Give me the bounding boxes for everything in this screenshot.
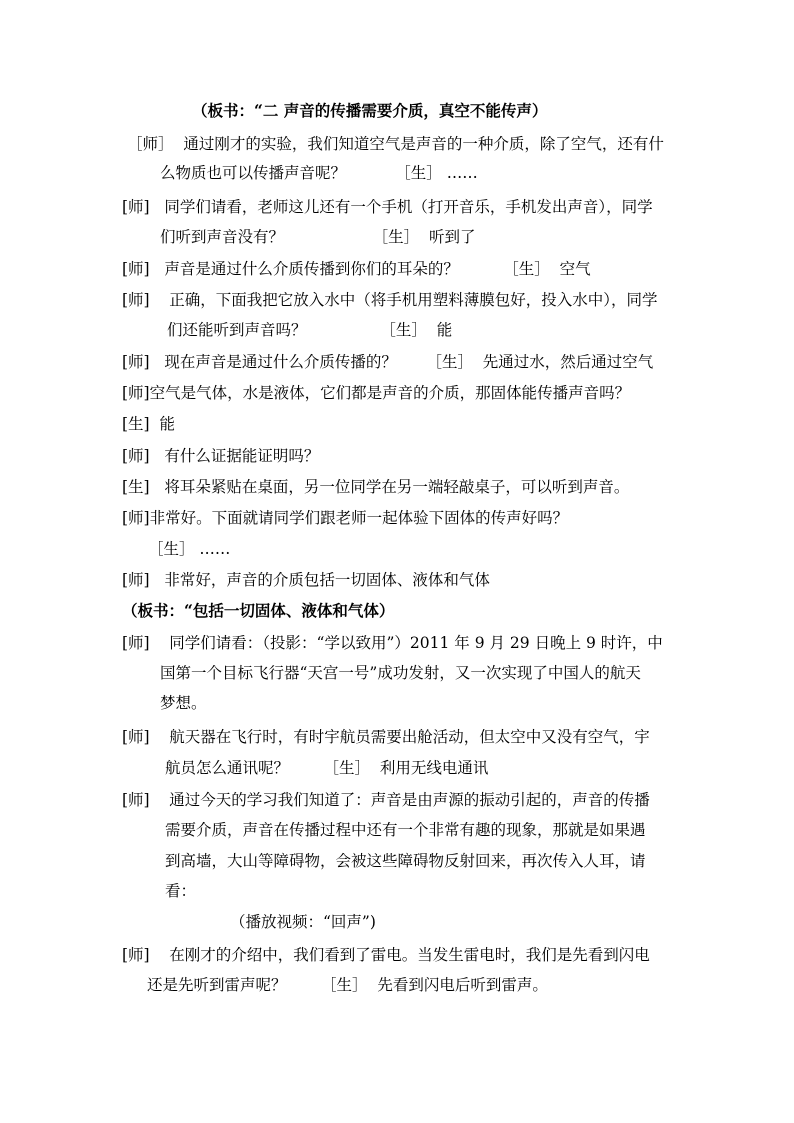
text-line: 看： bbox=[165, 882, 197, 900]
board-heading-2: （板书：“包括一切固体、液体和气体） bbox=[122, 601, 395, 620]
text-line: 梦想。 bbox=[160, 694, 207, 712]
text-line: [师] 同学们请看：（投影：“学以致用”）2011 年 9 月 29 日晚上 9 时许，中 bbox=[122, 634, 663, 652]
text-line: ［师］ 通过刚才的实验，我们知道空气是声音的一种介质，除了空气，还有什 bbox=[127, 135, 664, 153]
text-line: [师]空气是气体，水是液体，它们都是声音的介质，那固体能传播声音吗？ bbox=[122, 384, 631, 402]
text-line: ［生］ …… bbox=[148, 540, 231, 558]
text-line: [师] 在刚才的介绍中，我们看到了雷电。当发生雷电时，我们是先看到闪电 bbox=[122, 946, 650, 964]
text-line: 航员怎么通讯呢？ ［生］ 利用无线电通讯 bbox=[165, 759, 489, 777]
text-line: 国第一个目标飞行器“天宫一号”成功发射，又一次实现了中国人的航天 bbox=[160, 664, 641, 682]
text-line: [师] 声音是通过什么介质传播到你们的耳朵的？ ［生］ 空气 bbox=[122, 260, 591, 278]
text-line: [师]非常好。下面就请同学们跟老师一起体验下固体的传声好吗？ bbox=[122, 509, 569, 527]
text-line: [师] 通过今天的学习我们知道了：声音是由声源的振动引起的，声音的传播 bbox=[122, 791, 650, 809]
text-line: [师] 有什么证据能证明吗？ bbox=[122, 447, 320, 465]
text-line: [师] 正确，下面我把它放入水中（将手机用塑料薄膜包好，投入水中），同学 bbox=[122, 291, 658, 309]
text-line: [师] 现在声音是通过什么介质传播的？ ［生］ 先通过水，然后通过空气 bbox=[122, 353, 654, 371]
text-line: 们还能听到声音吗？ ［生］ 能 bbox=[167, 321, 453, 339]
text-line: [生] 将耳朵紧贴在桌面，另一位同学在另一端轻敲桌子，可以听到声音。 bbox=[122, 478, 630, 496]
text-line: 还是先听到雷声呢？ ［生］ 先看到闪电后听到雷声。 bbox=[147, 976, 548, 994]
text-line: 们听到声音没有？ ［生］ 听到了 bbox=[160, 228, 476, 246]
text-line: [师] 非常好，声音的介质包括一切固体、液体和气体 bbox=[122, 571, 490, 589]
video-note: （播放视频：“回声”) bbox=[230, 913, 376, 931]
text-line: [生] 能 bbox=[122, 415, 175, 433]
text-line: 需要介质，声音在传播过程中还有一个非常有趣的现象，那就是如果遇 bbox=[165, 821, 646, 839]
board-heading-1: （板书：“二 声音的传播需要介质，真空不能传声） bbox=[192, 101, 548, 120]
text-line: [师] 同学们请看，老师这儿还有一个手机（打开音乐，手机发出声音），同学 bbox=[122, 198, 653, 216]
text-line: 么物质也可以传播声音呢？ ［生］ …… bbox=[160, 164, 478, 182]
text-line: 到高墙，大山等障碍物，会被这些障碍物反射回来，再次传入人耳，请 bbox=[165, 852, 646, 870]
text-line: [师] 航天器在飞行时，有时宇航员需要出舱活动，但太空中又没有空气，宇 bbox=[122, 728, 650, 746]
